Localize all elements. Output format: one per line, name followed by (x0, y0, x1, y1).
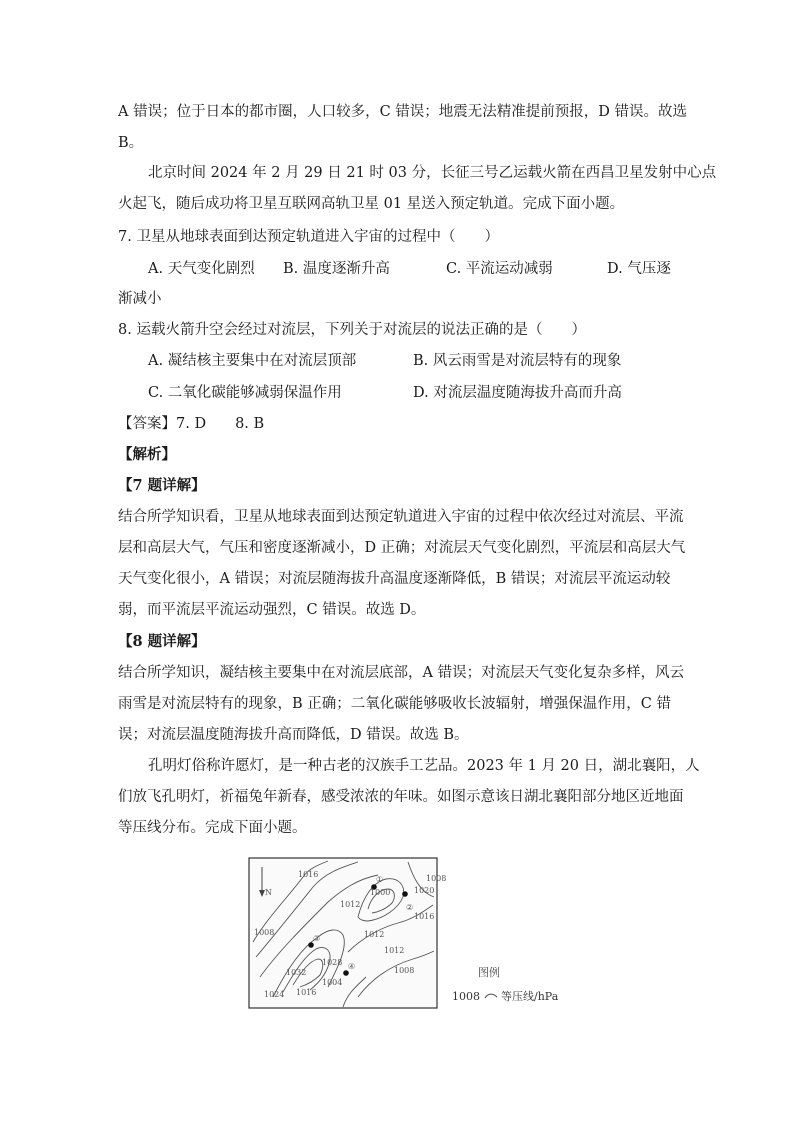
isobar-label: 1016 (296, 988, 317, 997)
legend-entry (452, 988, 558, 1004)
q8-option-c: C. 二氧化碳能够减弱保温作用 (148, 385, 342, 401)
isobar-label: 1016 (298, 870, 319, 879)
point-label: ② (406, 903, 414, 912)
isobar-label: 1024 (264, 990, 285, 999)
text-line: 结合所学知识看，卫星从地球表面到达预定轨道进入宇宙的过程中依次经过对流层、平流 (118, 509, 684, 525)
text-line: 误；对流层温度随海拔升高而降低，D 错误。故选 B。 (118, 727, 469, 743)
isobar-label: 1000 (370, 888, 391, 897)
isobar-label: 1028 (322, 958, 343, 967)
text-line: 北京时间 2024 年 2 月 29 日 21 时 03 分，长征三号乙运载火箭在西昌卫星发射中心点 (148, 165, 717, 181)
isobar-label: 1004 (322, 978, 343, 987)
answer-line: 【答案】7. D 8. B (118, 416, 265, 432)
legend-isobar-icon (484, 992, 498, 1000)
text-line: 天气变化很小，A 错误；对流层随海拔升高温度逐渐降低，B 错误；对流层平流运动较 (118, 571, 671, 587)
text-line: 弱，而平流层平流运动强烈，C 错误。故选 D。 (118, 602, 426, 618)
isobar-map (248, 857, 447, 1009)
text-line: 结合所学知识，凝结核主要集中在对流层底部，A 错误；对流层天气变化复杂多样，风云 (118, 665, 685, 681)
isobar-label: 1032 (286, 968, 307, 977)
q8-option-a: A. 凝结核主要集中在对流层顶部 (148, 353, 357, 369)
question-7-stem: 7. 卫星从地球表面到达预定轨道进入宇宙的过程中（ ） (118, 229, 499, 245)
legend-text: 等压线/hPa (501, 990, 559, 1003)
detail8-heading: 【8 题详解】 (118, 633, 206, 650)
text-line: 层和高层大气，气压和密度逐渐减小，D 正确；对流层天气变化剧烈，平流层和高层大气 (118, 540, 686, 556)
isobar-label: 1008 (426, 874, 447, 883)
text-line: 们放飞孔明灯，祈福兔年新春，感受浓浓的年味。如图示意该日湖北襄阳部分地区近地面 (118, 789, 684, 805)
point-label: ① (376, 875, 384, 884)
q8-option-d: D. 对流层温度随海拔升高而升高 (413, 385, 622, 401)
q8-option-b: B. 风云雨雪是对流层特有的现象 (413, 353, 622, 369)
point-label: ④ (348, 962, 356, 971)
detail7-heading: 【7 题详解】 (118, 477, 206, 494)
question-8-stem: 8. 运载火箭升空会经过对流层，下列关于对流层的说法正确的是（ ） (118, 322, 586, 338)
legend-value: 1008 (452, 990, 480, 1003)
text-line: 火起飞，随后成功将卫星互联网高轨卫星 01 星送入预定轨道。完成下面小题。 (118, 196, 625, 212)
text-line: 雨雪是对流层特有的现象，B 正确；二氧化碳能够吸收长波辐射，增强保温作用，C 错 (118, 696, 671, 712)
q7-option-c: C. 平流运动减弱 (446, 261, 553, 277)
isobar-label: 1008 (254, 928, 275, 937)
point-4-marker (343, 970, 349, 976)
map-frame (249, 858, 437, 1008)
text-line: 等压线分布。完成下面小题。 (118, 820, 307, 836)
isobar-label: 1012 (364, 930, 385, 939)
point-3-marker (308, 942, 314, 948)
q7-option-d-cont: 渐减小 (118, 291, 162, 307)
analysis-heading: 【解析】 (118, 446, 176, 463)
q7-option-d: D. 气压逐 (607, 261, 671, 277)
point-2-marker (402, 891, 408, 897)
text-line: B。 (118, 135, 144, 151)
isobar-label: 1012 (340, 900, 361, 909)
north-label: N (265, 888, 272, 897)
isobar-label: 1016 (414, 912, 435, 921)
text-line: A 错误；位于日本的都市圈，人口较多，C 错误；地震无法精准提前预报，D 错误。故选 (118, 104, 688, 120)
isobar-label: 1020 (414, 886, 435, 895)
text-line: 孔明灯俗称许愿灯，是一种古老的汉族手工艺品。2023 年 1 月 20 日，湖北襄阳，人 (148, 758, 700, 774)
isobar-label: 1008 (394, 966, 415, 975)
q7-option-b: B. 温度逐渐升高 (283, 261, 390, 277)
legend-title: 图例 (478, 966, 500, 979)
point-label: ③ (313, 934, 321, 943)
isobar-label: 1012 (384, 946, 405, 955)
q7-option-a: A. 天气变化剧烈 (148, 261, 255, 277)
